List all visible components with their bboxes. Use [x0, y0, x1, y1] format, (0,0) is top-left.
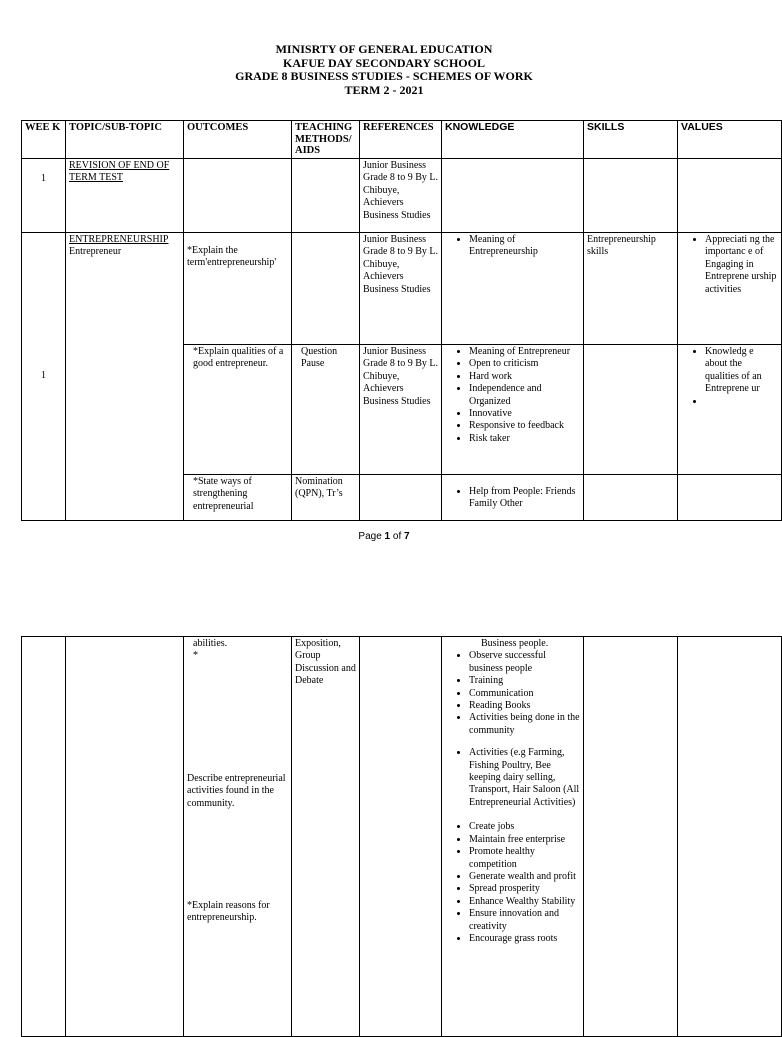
week-cell — [22, 159, 66, 233]
outcome-text: *State ways of strengthening entrepreneurial — [193, 476, 254, 512]
reference-cell — [360, 475, 442, 521]
list-item: • Generate wealth and profit — [469, 871, 580, 883]
outcome-text: *Explain reasons for entrepreneurship. — [187, 900, 270, 924]
methods-text: Exposition, Group Discussion and Debate — [295, 638, 356, 687]
methods-cell — [292, 159, 360, 233]
subtopic-text: Entrepreneur — [69, 246, 122, 258]
list-item: • Hard work — [469, 371, 580, 383]
list-item: • Activities being done in the community — [469, 712, 580, 737]
page-gap — [0, 548, 768, 634]
outcome-marker: * — [193, 650, 198, 662]
values-cell — [678, 345, 782, 475]
topic-heading: ENTREPRENEURSHIP — [69, 234, 169, 245]
reference-cell — [360, 637, 442, 1037]
outcomes-cell — [184, 233, 292, 345]
list-item: • Spread prosperity — [469, 883, 580, 895]
outcomes-cell — [184, 345, 292, 475]
page-current: 1 — [384, 531, 391, 542]
methods-cell — [292, 233, 360, 345]
list-item: • Training — [469, 675, 580, 687]
outcome-text: *Explain qualities of a good entrepreneur. — [193, 346, 284, 370]
list-item: • Innovative — [469, 408, 580, 420]
page-of: of — [392, 531, 402, 542]
skills-cell — [584, 637, 678, 1037]
values-cell — [678, 159, 782, 233]
list-item: • Encourage grass roots — [469, 933, 580, 945]
topic-text: REVISION OF END OF TERM TEST — [69, 160, 170, 184]
list-item: • Ensure innovation and creativity — [469, 908, 580, 933]
schemes-of-work-table-continued — [21, 636, 782, 1037]
list-item: • Enhance Wealthy Stability — [469, 896, 580, 908]
list-item: • Risk taker — [469, 433, 580, 445]
knowledge-cell — [442, 345, 584, 475]
list-item: • Help from People: Friends Family Other — [469, 486, 580, 511]
document-title-subject: GRADE 8 BUSINESS STUDIES - SCHEMES OF WORK — [235, 69, 533, 83]
topic-cell — [66, 637, 184, 1037]
outcome-text: Describe entrepreneurial activities found in the community. — [187, 772, 286, 809]
column-header-methods: TEACHING METHODS/ AIDS — [292, 121, 360, 159]
document-title-term: TERM 2 - 2021 — [344, 82, 424, 97]
methods-cell — [292, 345, 360, 475]
list-item — [705, 396, 778, 408]
document-title-ministry: MINISRTY OF GENERAL EDUCATION — [275, 42, 493, 56]
column-header-week: WEE K — [22, 121, 66, 159]
list-item: • Responsive to feedback — [469, 420, 580, 432]
list-item: • Communication — [469, 688, 580, 700]
table-row — [22, 637, 782, 1037]
table-row — [22, 233, 782, 345]
methods-text: Question Pause — [301, 346, 338, 370]
values-cell — [678, 475, 782, 521]
outcome-text: abilities. — [193, 638, 228, 649]
list-item: • Meaning of Entrepreneurship — [469, 234, 580, 259]
skills-cell — [584, 345, 678, 475]
methods-cell — [292, 637, 360, 1037]
list-item: • Meaning of Entrepreneur — [469, 346, 580, 358]
values-cell — [678, 233, 782, 345]
knowledge-cell — [442, 475, 584, 521]
list-item: • Appreciati ng the importanc e of Engaging in Entreprene urship activities — [705, 234, 778, 296]
page-label: Page — [358, 531, 382, 542]
column-header-references: REFERENCES — [360, 121, 442, 159]
week-number: 1 — [41, 370, 46, 382]
methods-cell: Nomination (QPN), Tr’s — [292, 475, 360, 521]
column-header-skills: SKILLS — [584, 121, 678, 159]
week-number: 1 — [41, 173, 46, 184]
knowledge-cell — [442, 159, 584, 233]
values-cell — [678, 637, 782, 1037]
table-header-row — [22, 121, 782, 159]
knowledge-cell — [442, 233, 584, 345]
knowledge-continuation: Business people. — [481, 638, 549, 649]
page-total: 7 — [404, 531, 410, 542]
reference-cell: Junior Business Grade 8 to 9 By L. Chibuye, Achievers Business Studies — [360, 159, 442, 233]
list-item: • Maintain free enterprise — [469, 834, 580, 846]
list-item: • Observe successful business people — [469, 650, 580, 675]
topic-cell — [66, 159, 184, 233]
skills-cell: Entrepreneurship skills — [584, 233, 678, 345]
column-header-outcomes: OUTCOMES — [184, 121, 292, 159]
page-indicator — [0, 531, 768, 542]
column-header-topic: TOPIC/SUB-TOPIC — [66, 121, 184, 159]
knowledge-cell — [442, 637, 584, 1037]
skills-cell — [584, 475, 678, 521]
list-item: • Activities (e.g Farming, Fishing Poultry, Bee keeping dairy selling, Transport, Hair Saloon (All Entrepreneurial Activities) — [469, 747, 580, 809]
outcomes-cell — [184, 637, 292, 1037]
document-title-school: KAFUE DAY SECONDARY SCHOOL — [283, 55, 485, 70]
list-item: • Reading Books — [469, 700, 580, 712]
table-row — [22, 159, 782, 233]
topic-cell — [66, 233, 184, 521]
column-header-values: VALUES — [678, 121, 782, 159]
list-item: • Open to criticism — [469, 358, 580, 370]
outcomes-cell — [184, 475, 292, 521]
list-item: • Independence and Organized — [469, 383, 580, 408]
reference-cell: Junior Business Grade 8 to 9 By L. Chibuye, Achievers Business Studies — [360, 345, 442, 475]
schemes-of-work-table — [21, 120, 782, 521]
list-item: • Create jobs — [469, 821, 580, 833]
list-item: • Promote healthy competition — [469, 846, 580, 871]
list-item: • Knowledg e about the qualities of an Entreprene ur — [705, 346, 778, 396]
reference-cell: Junior Business Grade 8 to 9 By L. Chibuye, Achievers Business Studies — [360, 233, 442, 345]
column-header-knowledge: KNOWLEDGE — [442, 121, 584, 159]
week-cell — [22, 233, 66, 521]
skills-cell — [584, 159, 678, 233]
outcomes-cell — [184, 159, 292, 233]
outcome-text: *Explain the term'entrepreneurship' — [187, 245, 277, 269]
week-cell — [22, 637, 66, 1037]
